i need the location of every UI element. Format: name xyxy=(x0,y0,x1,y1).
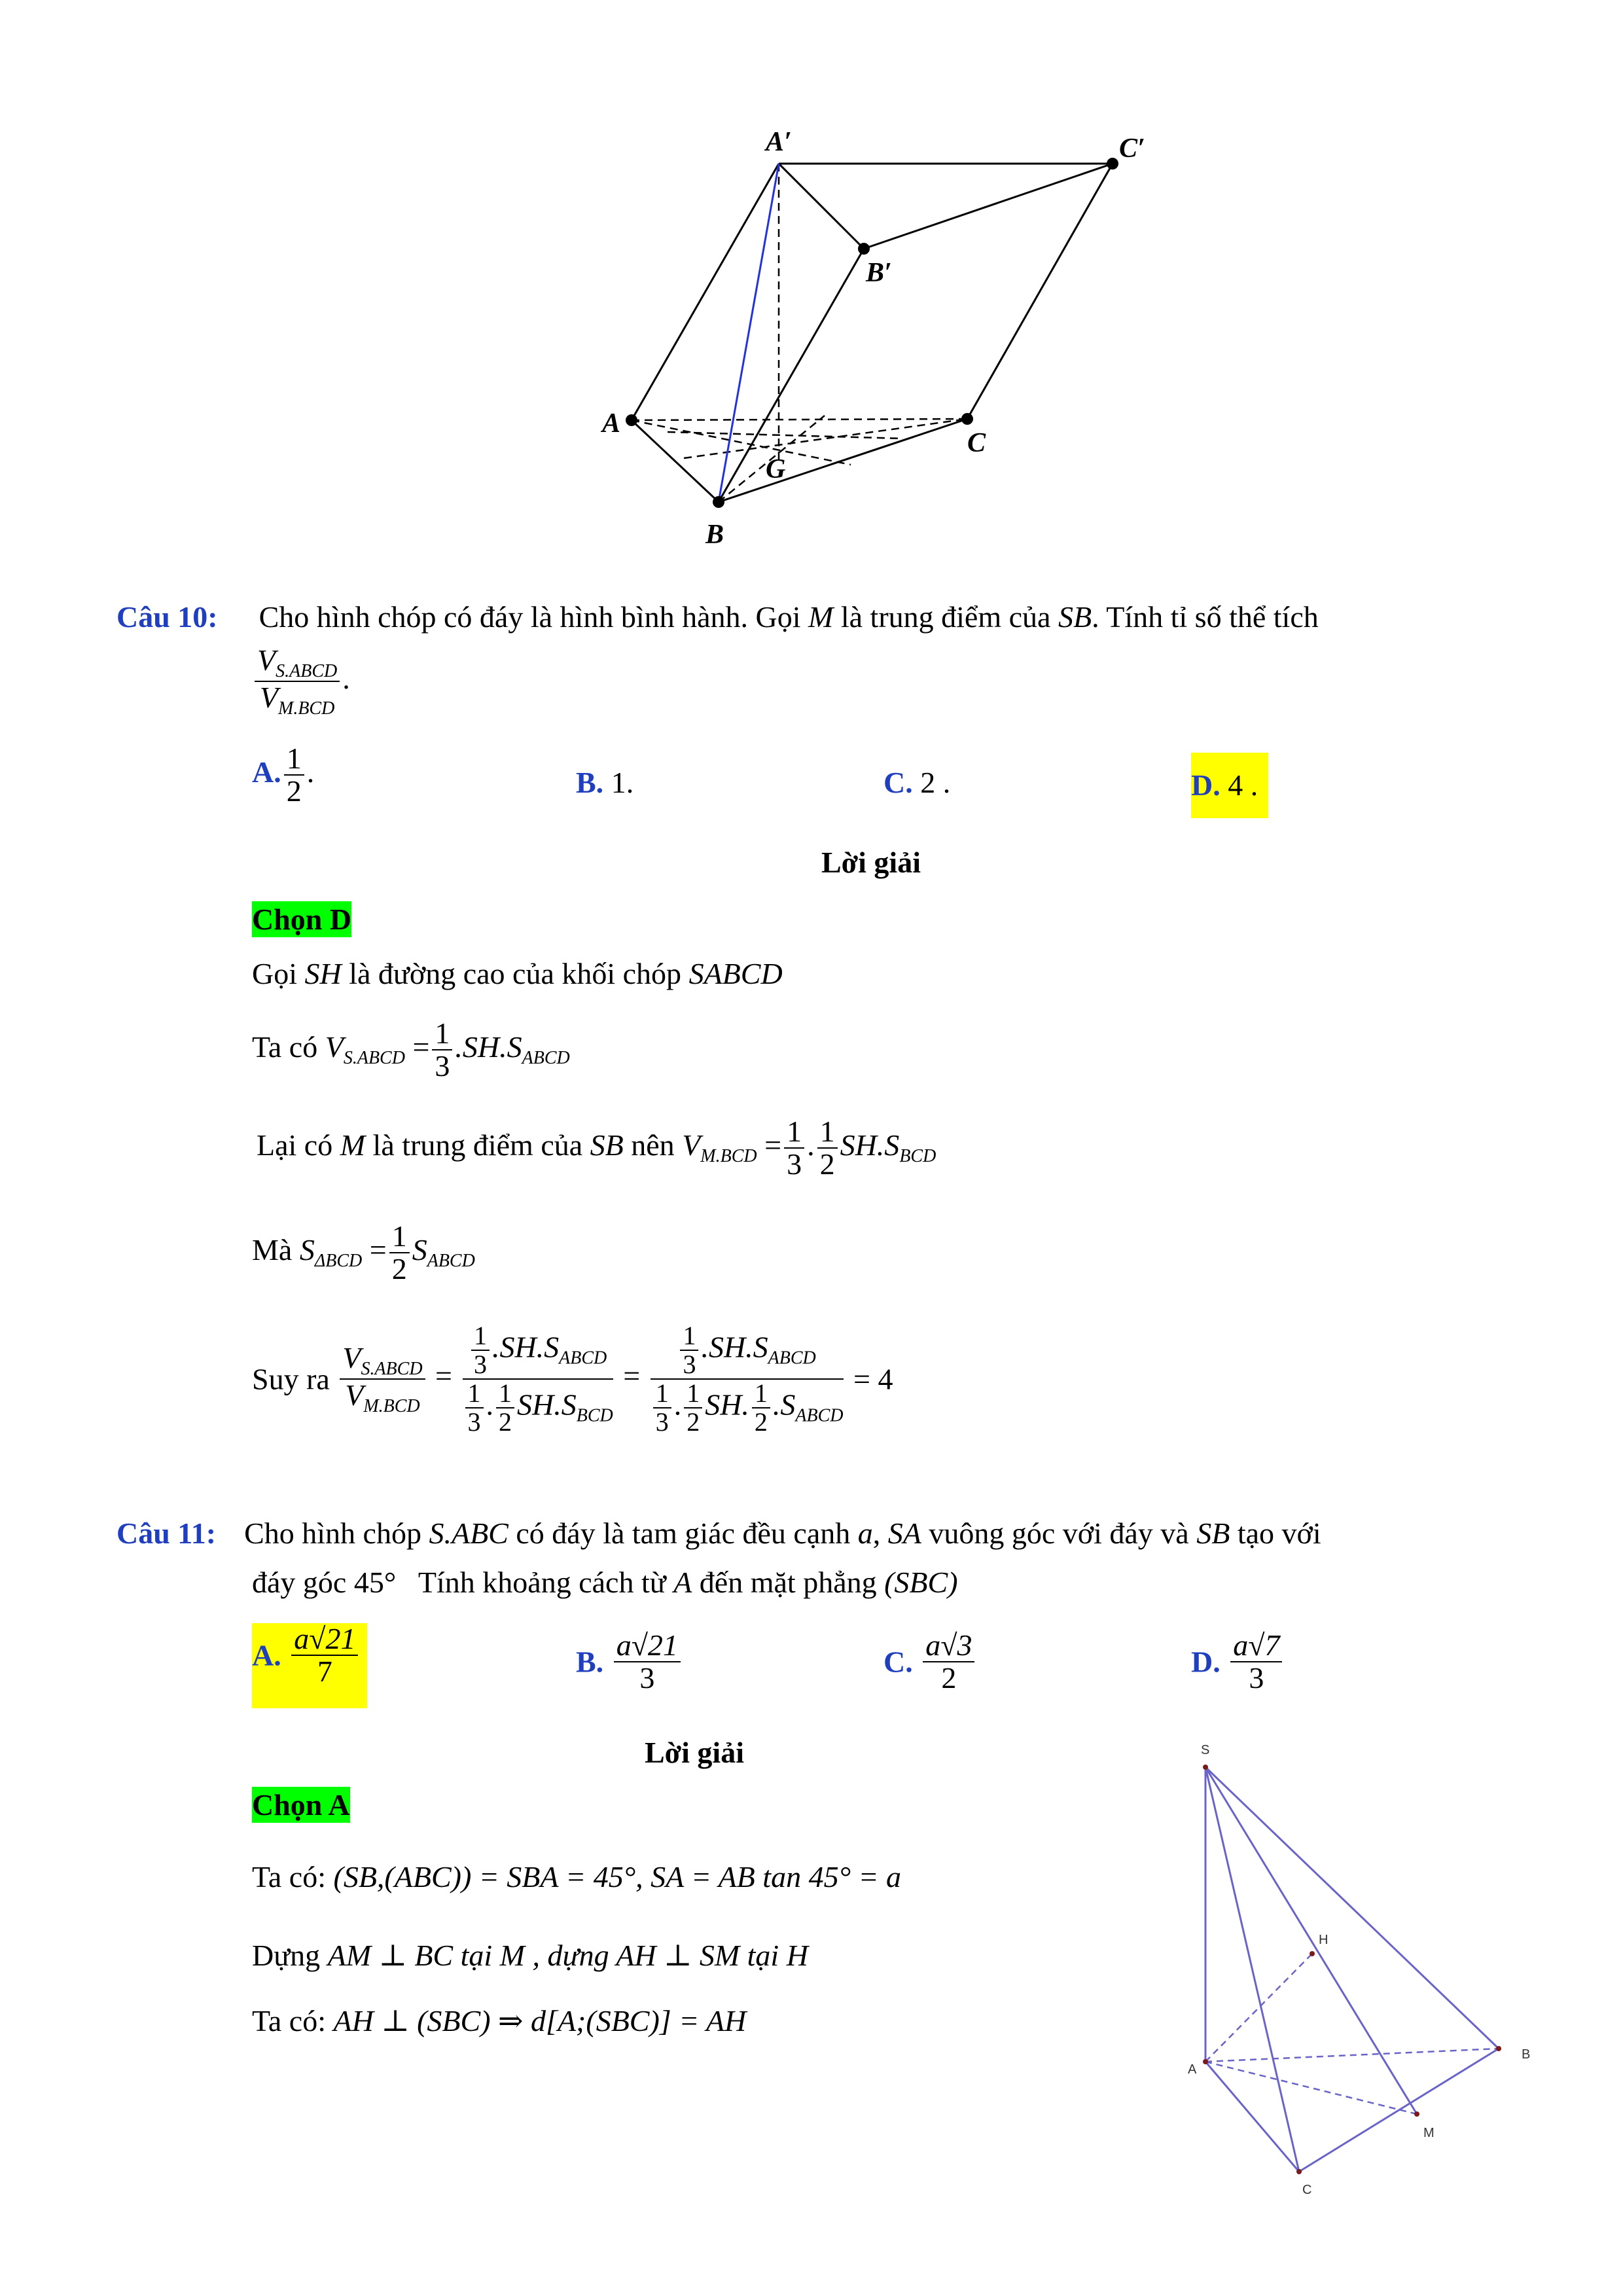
q10-line5: Suy ra $\frac{V_{S.ABCD}}{V_{M.BCD}}$ = $\frac{1}{3}$ $.SH.S_{ABCD}$ $\frac{1}{3}$ . $\frac{1}{2}$ $SH.S_{BCD}$ = $\frac{1}{3}$ $.SH.S_{ABCD}$ $\frac{1}{3}$ . $\frac{1}{2}$ SH. $\frac{1}{2}$ $.S_{ABCD}$ = 4 xyxy=(252,1321,893,1437)
q10-option-a[interactable]: A. $\frac{1}{2}$ . xyxy=(252,742,315,808)
label-b2: B xyxy=(1522,2047,1531,2062)
label-b: B xyxy=(705,520,724,550)
q10-option-d[interactable]: D. 4 . xyxy=(1191,753,1268,818)
label-c-prime: C′ xyxy=(1119,134,1145,164)
q10-end: . Tính tỉ số thể tích xyxy=(1092,600,1319,634)
q10-var-sb: SB xyxy=(1058,600,1092,634)
label-b-prime: B′ xyxy=(866,258,892,288)
q11-option-d[interactable]: D. $\frac{a√7}{3}$ xyxy=(1191,1630,1285,1695)
q11-label: Câu 11: xyxy=(116,1516,217,1550)
q11-stem-line2: đáy góc 45° Tính khoảng cách từ A đến mặt phẳng (SBC) xyxy=(252,1566,958,1599)
q10-line2: Ta có $V_{S.ABCD}$ = $\frac{1}{3}$ $.SH.S_{ABCD}$ xyxy=(252,1016,570,1083)
q10-choice: Chọn D xyxy=(252,901,351,937)
label-m2: M xyxy=(1423,2126,1435,2140)
q11-line-b: Dựng AM ⊥ BC tại M , dựng AH ⊥ SM tại H xyxy=(252,1939,808,1972)
q11-solution-title: Lời giải xyxy=(645,1736,744,1769)
q11-option-a[interactable]: A. $\frac{a√21}{7}$ xyxy=(252,1623,367,1708)
q10-solution-title: Lời giải xyxy=(821,846,921,879)
q10-line1: Gọi SH là đường cao của khối chóp SABCD xyxy=(252,957,783,990)
q11-line-c: Ta có: AH ⊥ (SBC) ⇒ d[A;(SBC)] = AH xyxy=(252,2004,747,2037)
q11-option-c[interactable]: C. $\frac{a√3}{2}$ xyxy=(883,1630,977,1695)
q10-ratio: $\frac{V_{S.ABCD}}{V_{M.BCD}}$ . xyxy=(252,645,350,719)
label-c: C xyxy=(967,428,986,458)
q10-var-m: M xyxy=(808,600,834,634)
q10-text: Cho hình chóp có đáy là hình bình hành. Gọi xyxy=(259,600,801,634)
label-c2: C xyxy=(1302,2183,1312,2197)
q10-option-c[interactable]: C. 2 . xyxy=(883,766,951,799)
q11-stem-line1: Câu 11: Cho hình chóp S.ABC có đáy là tam giác đều cạnh a, SA vuông góc với đáy và SB tạo với xyxy=(116,1516,1321,1550)
label-g: G xyxy=(766,454,786,484)
q11-choice: Chọn A xyxy=(252,1787,350,1823)
q10-label: Câu 10: xyxy=(116,600,218,634)
pyramid-figure xyxy=(1165,1728,1558,2212)
q11-option-b[interactable]: B. $\frac{a√21}{3}$ xyxy=(576,1630,683,1695)
label-s: S xyxy=(1201,1743,1210,1757)
label-a: A xyxy=(602,408,621,439)
prism-figure xyxy=(576,124,1204,556)
q10-option-b[interactable]: B. 1. xyxy=(576,766,634,799)
q11-line-a: Ta có: (SB,(ABC)) = SBA = 45°, SA = AB tan 45° = a xyxy=(252,1860,902,1893)
label-h: H xyxy=(1319,1933,1329,1947)
q10-stem xyxy=(116,599,1319,635)
label-a2: A xyxy=(1188,2062,1197,2077)
q10-line3: Lại có M là trung điểm của SB nên $V_{M.BCD}$ = $\frac{1}{3}$ . $\frac{1}{2}$ $SH.S_{BCD}$ xyxy=(257,1115,936,1181)
label-a-prime: A′ xyxy=(766,127,792,157)
q10-mid: là trung điểm của xyxy=(840,600,1051,634)
q10-line4: Mà $S_{\Delta BCD}$ = $\frac{1}{2}$ $S_{ABCD}$ xyxy=(252,1219,475,1286)
